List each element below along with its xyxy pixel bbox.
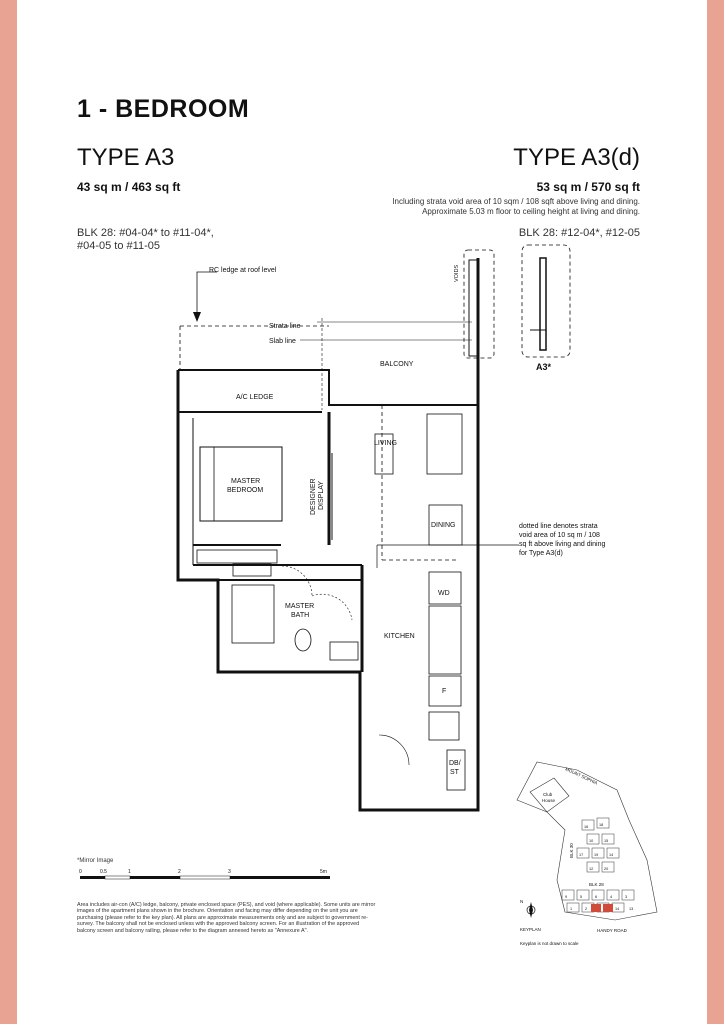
page-title: 1 - BEDROOM [77,95,250,123]
washer-dryer-label: WD [438,590,450,597]
unit-highlight-04 [591,904,601,912]
rc-ledge-label: RC ledge at roof level [209,267,277,274]
balcony-label: BALCONY [380,361,414,368]
living-label: LIVING [374,440,397,447]
keyplan-unit: 3 [625,895,628,899]
void-note-3: sq ft above living and dining [519,541,606,548]
club-house-label-1: Club [543,792,553,797]
master-bath-label-2: BATH [291,612,310,619]
keyplan-unit: 16 [584,825,589,829]
master-bath-label-1: MASTER [285,603,315,610]
fridge-label: F [442,688,447,695]
keyplan-unit: 2 [585,907,588,911]
scale-tick-0: 0 [79,869,82,875]
dining-label: DINING [431,522,456,529]
block-units-left-2: #04-05 to #11-05 [77,240,160,252]
keyplan-unit: 5 [580,895,583,899]
keyplan-unit: 10 [589,839,594,843]
designer-display-label-1: DESIGNER [310,478,317,515]
scale-tick-05: 0.5 [100,869,107,875]
unit-type-right: TYPE A3(d) [513,144,640,171]
designer-display-label-2: DISPLAY [318,480,325,510]
db-st-label-2: ST [450,769,459,776]
keyplan-unit: 18 [599,823,604,827]
slab-line-label: Slab line [269,338,296,345]
strata-line-label: Strata line [269,323,301,330]
disclaimer: Area includes air-con (A/C) ledge, balcony, private enclosed space (PES), and void (where applicable). Some units are mirror images of the apartment plans shown in the brochure. Orientation and facing may differ depending on the unit you are purchasing (please refer to the key plan). All plans are approximate measurements only and are subject to government re-survey. The balcony shall not be enclosed unless with the approved balcony screen. For an illustration of the approved balcony screen and balcony railing, please refer to the diagram annexed hereto as "Annexure A". [77,902,376,934]
club-house-label-2: House [542,798,556,803]
unit-area-left: 43 sq m / 463 sq ft [77,180,181,194]
keyplan-unit: 14 [609,853,614,857]
keyplan-unit: 13 [629,907,634,911]
keyplan-unit: 6 [595,895,598,899]
keyplan-unit: 1 [570,907,573,911]
ac-ledge-label: A/C LEDGE [236,394,274,401]
floor-plan [17,0,707,1024]
unit-area-right: 53 sq m / 570 sq ft [536,180,640,194]
block-units-right: BLK 28: #12-04*, #12-05 [518,227,640,239]
keyplan-unit: 14 [615,907,620,911]
unit-highlight-05 [603,904,613,912]
keyplan-label: KEYPLAN [520,927,541,932]
kitchen-label: KITCHEN [384,633,415,640]
inset-label: A3* [536,362,552,372]
keyplan-unit: 20 [604,867,609,871]
keyplan-unit: 15 [604,839,609,843]
blk30-label: BLK 30 [569,843,574,858]
strata-void-note: Including strata void area of 10 sqm / 108 sqft above living and dining. [392,197,640,206]
brochure-page [17,0,707,1024]
void-note-4: for Type A3(d) [519,550,563,557]
keyplan-unit: 9 [565,895,568,899]
mount-sophia-label: MOUNT SOPHIA [564,766,599,786]
keyplan-unit: 17 [579,853,584,857]
keyplan-note: Keyplan is not drawn to scale [520,941,579,946]
key-plan [517,762,657,946]
voids-label: VOIDS [454,264,460,282]
db-st-label-1: DB/ [449,760,461,767]
scale-tick-1: 1 [128,869,131,875]
rc-ledge-leader [197,272,217,318]
blk28-label: BLK 28 [589,882,604,887]
scale-bar [79,869,330,879]
handy-road-label: HANDY ROAD [597,928,627,933]
void-note-2: void area of 10 sq m / 108 [519,532,600,539]
block-units-left-1: BLK 28: #04-04* to #11-04*, [77,227,214,239]
ceiling-height-note: Approximate 5.03 m floor to ceiling height at living and dining. [422,207,640,216]
void-note-1: dotted line denotes strata [519,523,598,530]
keyplan-unit: 12 [589,867,594,871]
mirror-image-note: *Mirror Image [77,858,114,864]
master-bedroom-label-2: BEDROOM [227,487,264,494]
keyplan-unit: 19 [594,853,599,857]
master-bedroom-label-1: MASTER [231,478,261,485]
north-label: N [520,899,524,904]
unit-type-left: TYPE A3 [77,144,175,171]
keyplan-unit: 4 [610,895,613,899]
scale-tick-5m: 5m [320,869,327,875]
scale-tick-2: 2 [178,869,181,875]
scale-tick-3: 3 [228,869,231,875]
